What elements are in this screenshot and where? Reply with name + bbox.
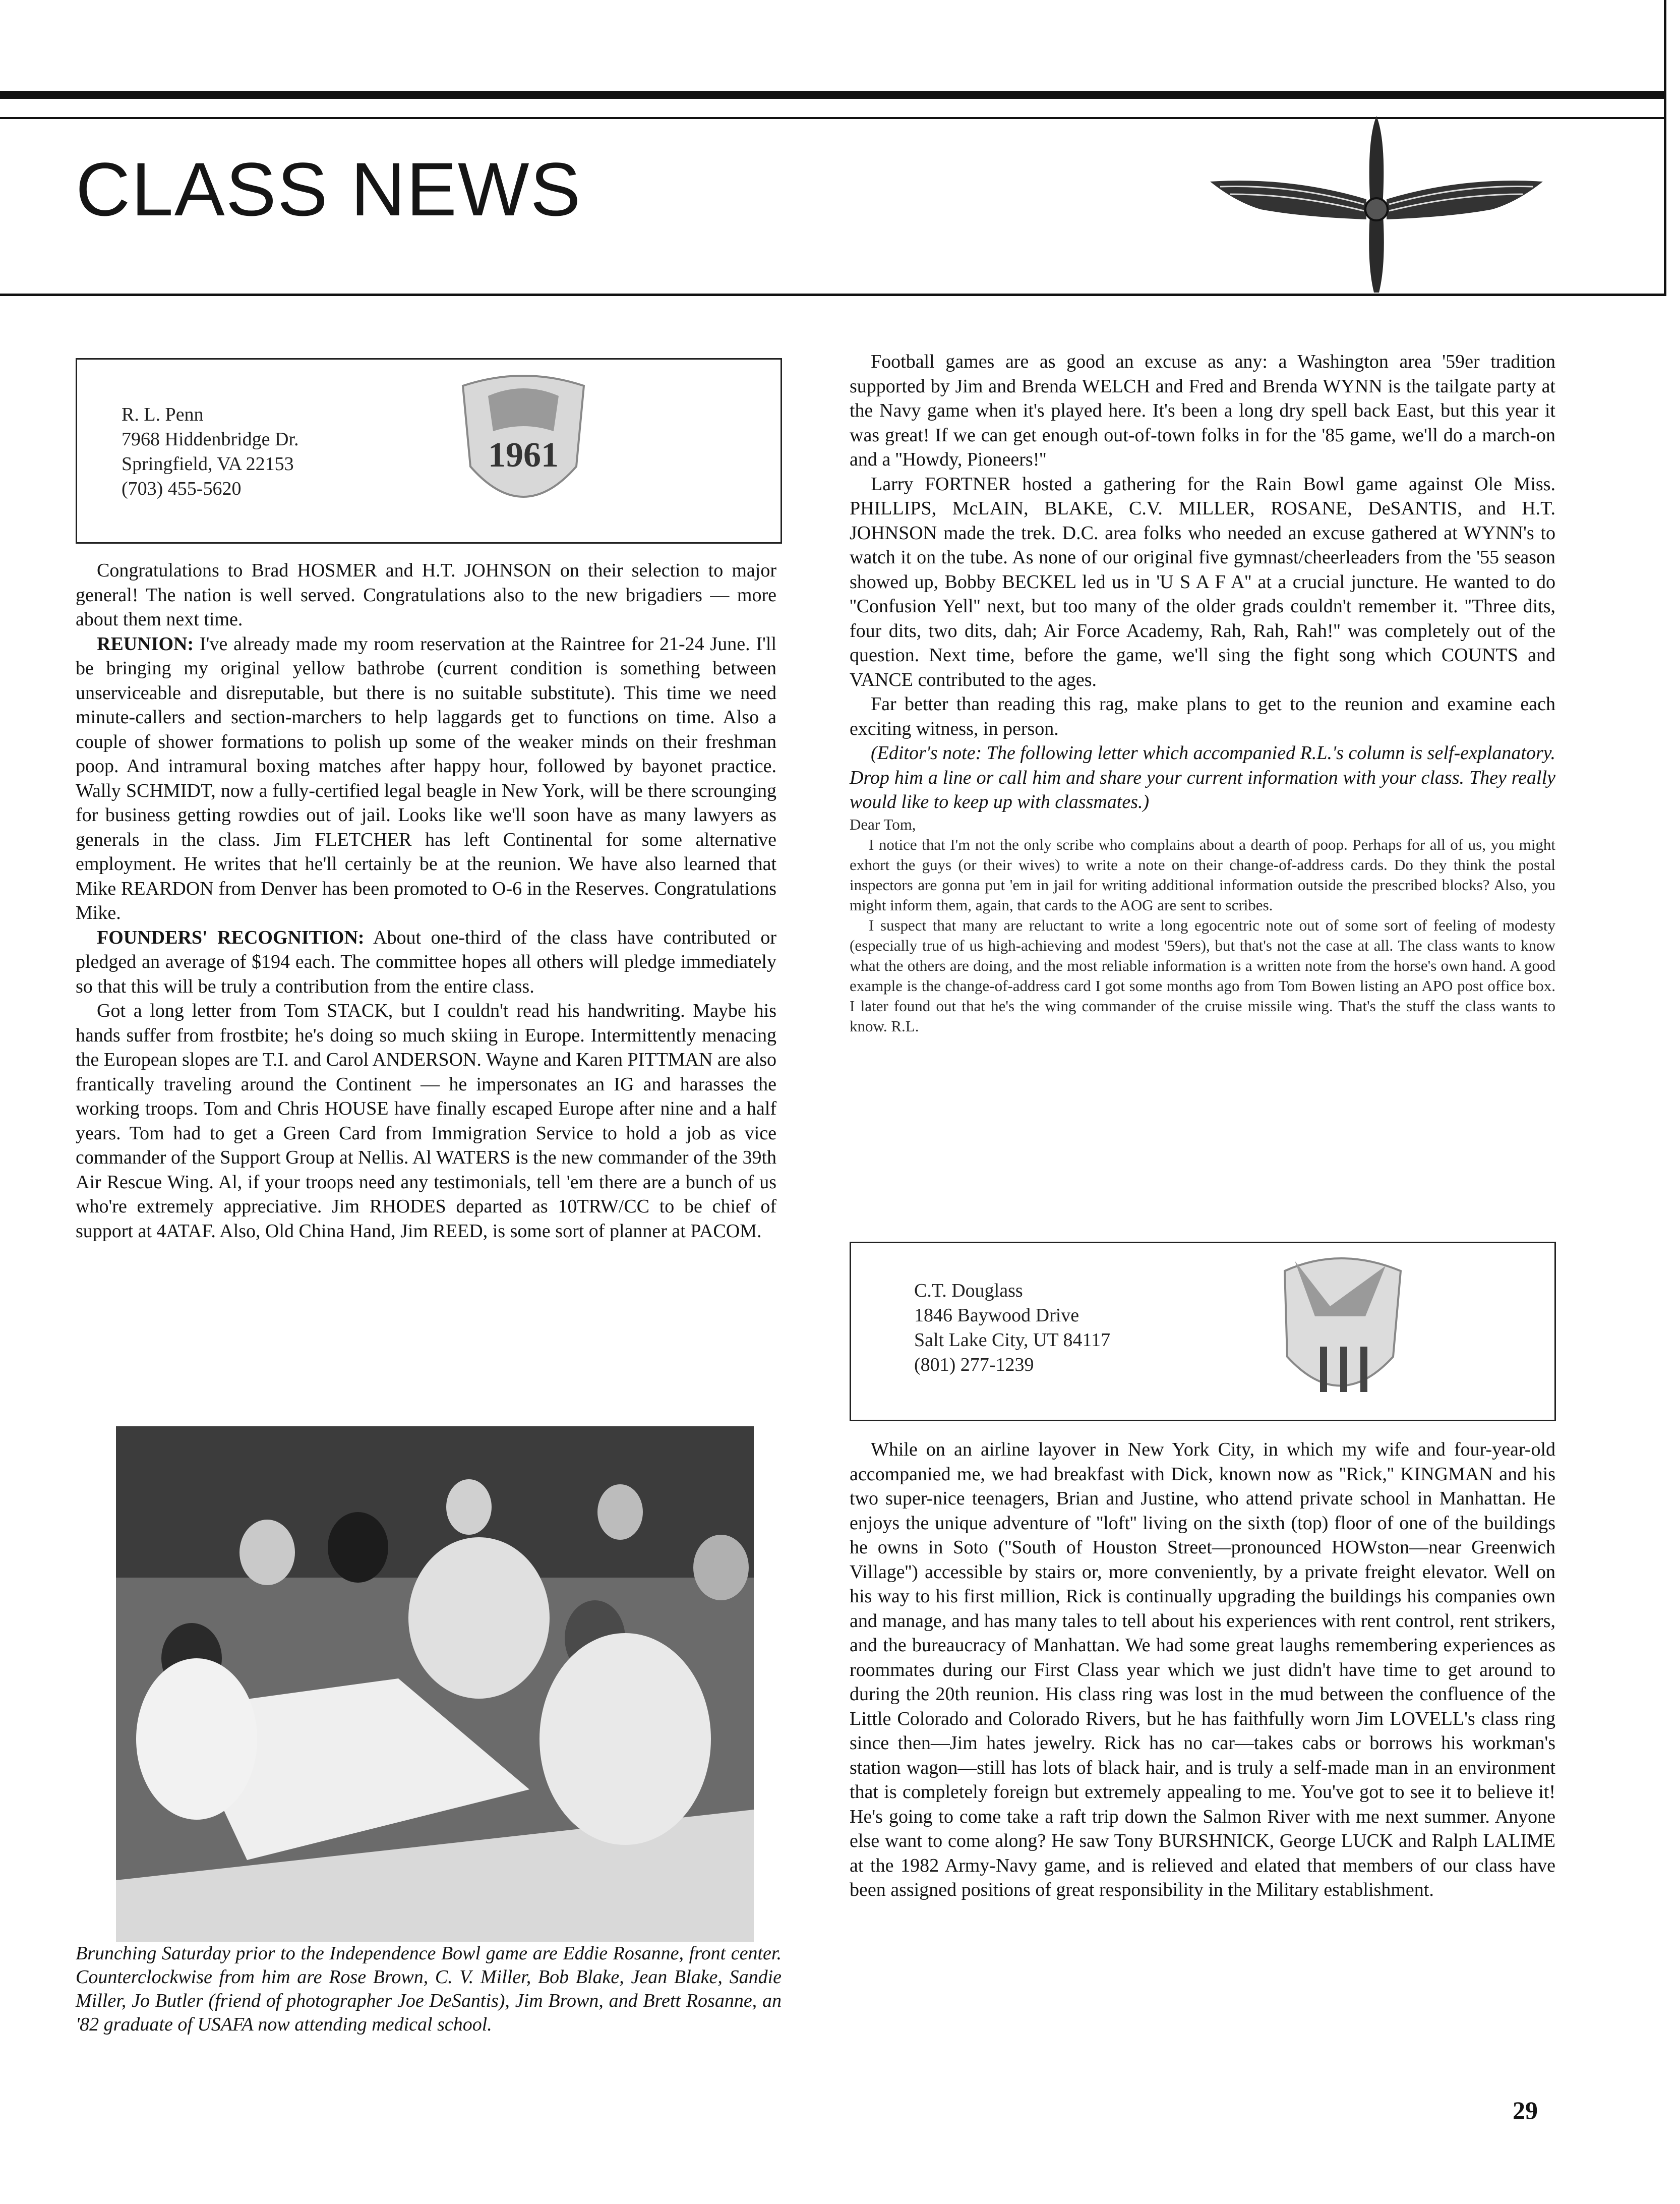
paragraph-reunion-plans: Far better than reading this rag, make plans to get to the reunion and examine each exciting witness, in person. [850, 693, 1555, 739]
correspondent-city: Springfield, VA 22153 [122, 453, 294, 475]
paragraph-kingman: While on an airline layover in New York City, in which my wife and four-year-old accompanied me, we had breakfast with Dick, known now as ''Rick,'' KINGMAN and his two super-nice teenagers, Brian and Justine, who attend private school in Manhattan. He enjoys the unique adventure of ''loft'' living on the sixth (top) floor of one of the buildings he owns in Soto (''South of Houston Street—pronounced HOWston—near Greenwich Village'') accessible by stairs or, more conveniently, by a private freight elevator. Well on his way to his first million, Rick is continually upgrading the buildings his companies own and manage, and has many tales to tell about his experiences with rent control, rent strikers, and the bureaucracy of Manhattan. We had some great laughs remembering experiences as roommates during our First Class year which we just didn't have time to get around to during the 20th reunion. His class ring was lost in the mud between the confluence of the Little Colorado and Colorado Rivers, but he has faithfully worn Jim LOVELL's class ring since then—Jim hates jewelry. Rick has no car—takes cabs or borrows his workman's station wagon—still has lots of black hair, and is truly a self-made man in an environment that is completely foreign but extremely appealing to me. You've got to see it to believe it! He's going to come take a raft trip down the Salmon River with me next summer. Anyone else want to come along? He saw Tony BURSHNICK, George LUCK and Ralph LALIME at the 1982 Army-Navy game, and is relieved and elated that members of our class have been assigned positions of great responsibility in the Military establishment. [850, 1439, 1555, 1900]
header-rule-thick [0, 91, 1666, 99]
correspondent-street: 1846 Baywood Drive [914, 1305, 1079, 1326]
correspondent-city: Salt Lake City, UT 84117 [914, 1329, 1111, 1351]
letter-to-tom [850, 815, 1555, 1036]
paragraph-rain-bowl: Larry FORTNER hosted a gathering for the Rain Bowl game against Ole Miss. PHILLIPS, McLAIN, BLAKE, C.V. MILLER, ROSANE, DeSANTIS, and H.T. JOHNSON made the trek. D.C. area folks who needed an excuse gathered at WYNN's to watch it on the tube. As none of our original five gymnast/cheerleaders from the '55 season showed up, Bobby BECKEL led us in 'U S A F A'' at a crucial juncture. He wanted to do ''Confusion Yell'' next, but too many of the older grads couldn't remember it. ''Three dits, four dits, two dits, dah; Air Force Academy, Rah, Rah, Rah!'' was completely out of the question. Next time, before the game, we'll sing the fight song which COUNTS and VANCE contributed to the ages. [850, 473, 1555, 690]
left-column-article [76, 558, 776, 1243]
page-title: CLASS NEWS [76, 147, 582, 231]
paragraph-congrats: Congratulations to Brad HOSMER and H.T. JOHNSON on their selection to major general! The nation is well served. Congratulations also to the new brigadiers — more about them next time. [76, 560, 776, 630]
paragraph-reunion: REUNION: I've already made my room reservation at the Raintree for 21-24 June. I'll be bringing my original yellow bathrobe (current condition is something between unserviceable and disreputable, but there is no suitable substitute). This time we need minute-callers and section-marchers to help laggards get to functions on time. Also a couple of shower formations to polish up some of the weaker minds on their freshman poop. And intramural boxing matches after happy hour, followed by bayonet practice. Wally SCHMIDT, now a fully-certified legal beagle in New York, will be there scrounging for business getting rowdies out of jail. Looks like we'll soon have as many lawyers as generals in the class. Jim FLETCHER has left Continental for some alternative employment. He writes that he'll certainly be at the reunion. We have also learned that Mike REARDON from Denver has been promoted to O-6 in the Reserves. Congratulations Mike. [76, 633, 776, 923]
right-column-article [850, 350, 1555, 1036]
winged-propeller-icon [1200, 111, 1553, 298]
douglass-article [850, 1437, 1555, 1902]
svg-text:1961: 1961 [488, 436, 559, 475]
correspondent-name: R. L. Penn [122, 404, 204, 425]
address-box-douglass [850, 1242, 1556, 1421]
correspondent-phone: (801) 277-1239 [914, 1354, 1034, 1375]
address-box-penn [76, 358, 782, 544]
brunch-photo-drawing [116, 1426, 754, 1942]
editor-note: (Editor's note: The following letter which accompanied R.L.'s column is self-explanatory. Drop him a line or call him and share your current information with your class. They really would like to keep up with classmates.) [850, 742, 1555, 813]
page-number: 29 [1513, 2096, 1538, 2124]
correspondent-name: C.T. Douglass [914, 1280, 1023, 1301]
header-rule-right [1664, 0, 1666, 296]
paragraph-football: Football games are as good an excuse as any: a Washington area '59er tradition supported by Jim and Brenda WELCH and Fred and Brenda WYNN is the tailgate party at the Navy game when it's played here. It's been a long dry spell back East, but this year it was great! If we can get enough out-of-town folks in for the '85 game, we'll do a march-on and a ''Howdy, Pioneers!'' [850, 351, 1555, 470]
letter-salutation: Dear Tom, [850, 815, 916, 833]
class-crest-icon [1265, 1246, 1416, 1417]
letter-paragraph: I notice that I'm not the only scribe who complains about a dearth of poop. Perhaps for all of us, you might exhort the guys (or their wives) to write a note on their change-of-address cards. Do they think the postal inspectors are gonna put 'em in jail for writing additional information outside the prescribed blocks? Also, you might inform them, again, that cards to the AOG are sent to scribes. [850, 835, 1555, 914]
brunch-photo [116, 1426, 754, 1942]
photo-caption: Brunching Saturday prior to the Independence Bowl game are Eddie Rosanne, front center. Counterclockwise from him are Rose Brown, C. V. Miller, Bob Blake, Jean Blake, Sandie Miller, Jo Butler (friend of photographer Joe DeSantis), Jim Brown, and Brett Rosanne, an '82 graduate of USAFA now attending medical school. [76, 1943, 782, 2035]
correspondent-street: 7968 Hiddenbridge Dr. [122, 429, 299, 450]
class-crest-icon [448, 366, 599, 532]
paragraph-founders: FOUNDERS' RECOGNITION: About one-third of the class have contributed or pledged an average of $194 each. The committee hopes all others will pledge immediately so that this will be truly a contribution from the entire class. [76, 926, 776, 997]
header-rule-bottom [0, 294, 1666, 296]
letter-paragraph: I suspect that many are reluctant to write a long egocentric note out of some sort of feeling of modesty (especially true of us high-achieving and modest '59ers), but that's not the case at all. The class wants to know what the others are doing, and the most reliable information is a written note from the horse's own hand. A good example is the change-of-address card I got some months ago from Tom Bowen listing an APO post office box. I later found out that he's the wing commander of the cruise missile wing. That's the stuff the class wants to know. R.L. [850, 916, 1555, 1035]
paragraph-letters: Got a long letter from Tom STACK, but I couldn't read his handwriting. Maybe his hands suffer from frostbite; he's doing so much skiing in Europe. Intermittently menacing the European slopes are T.I. and Carol ANDERSON. Wayne and Karen PITTMAN are also frantically traveling around the Continent — he impersonates an IG and harasses the working troops. Tom and Chris HOUSE have finally escaped Europe after nine and a half years. Tom had to get a Green Card from Immigration Service to hold a job as vice commander of the Support Group at Nellis. Al WATERS is the new commander of the 39th Air Rescue Wing. Al, if your troops need any testimonials, tell 'em there are a bunch of us who're extremely appreciative. Jim RHODES departed as 10TRW/CC to be chief of support at 4ATAF. Also, Old China Hand, Jim REED, is some sort of planner at PACOM. [76, 1000, 776, 1242]
correspondent-phone: (703) 455-5620 [122, 478, 242, 499]
